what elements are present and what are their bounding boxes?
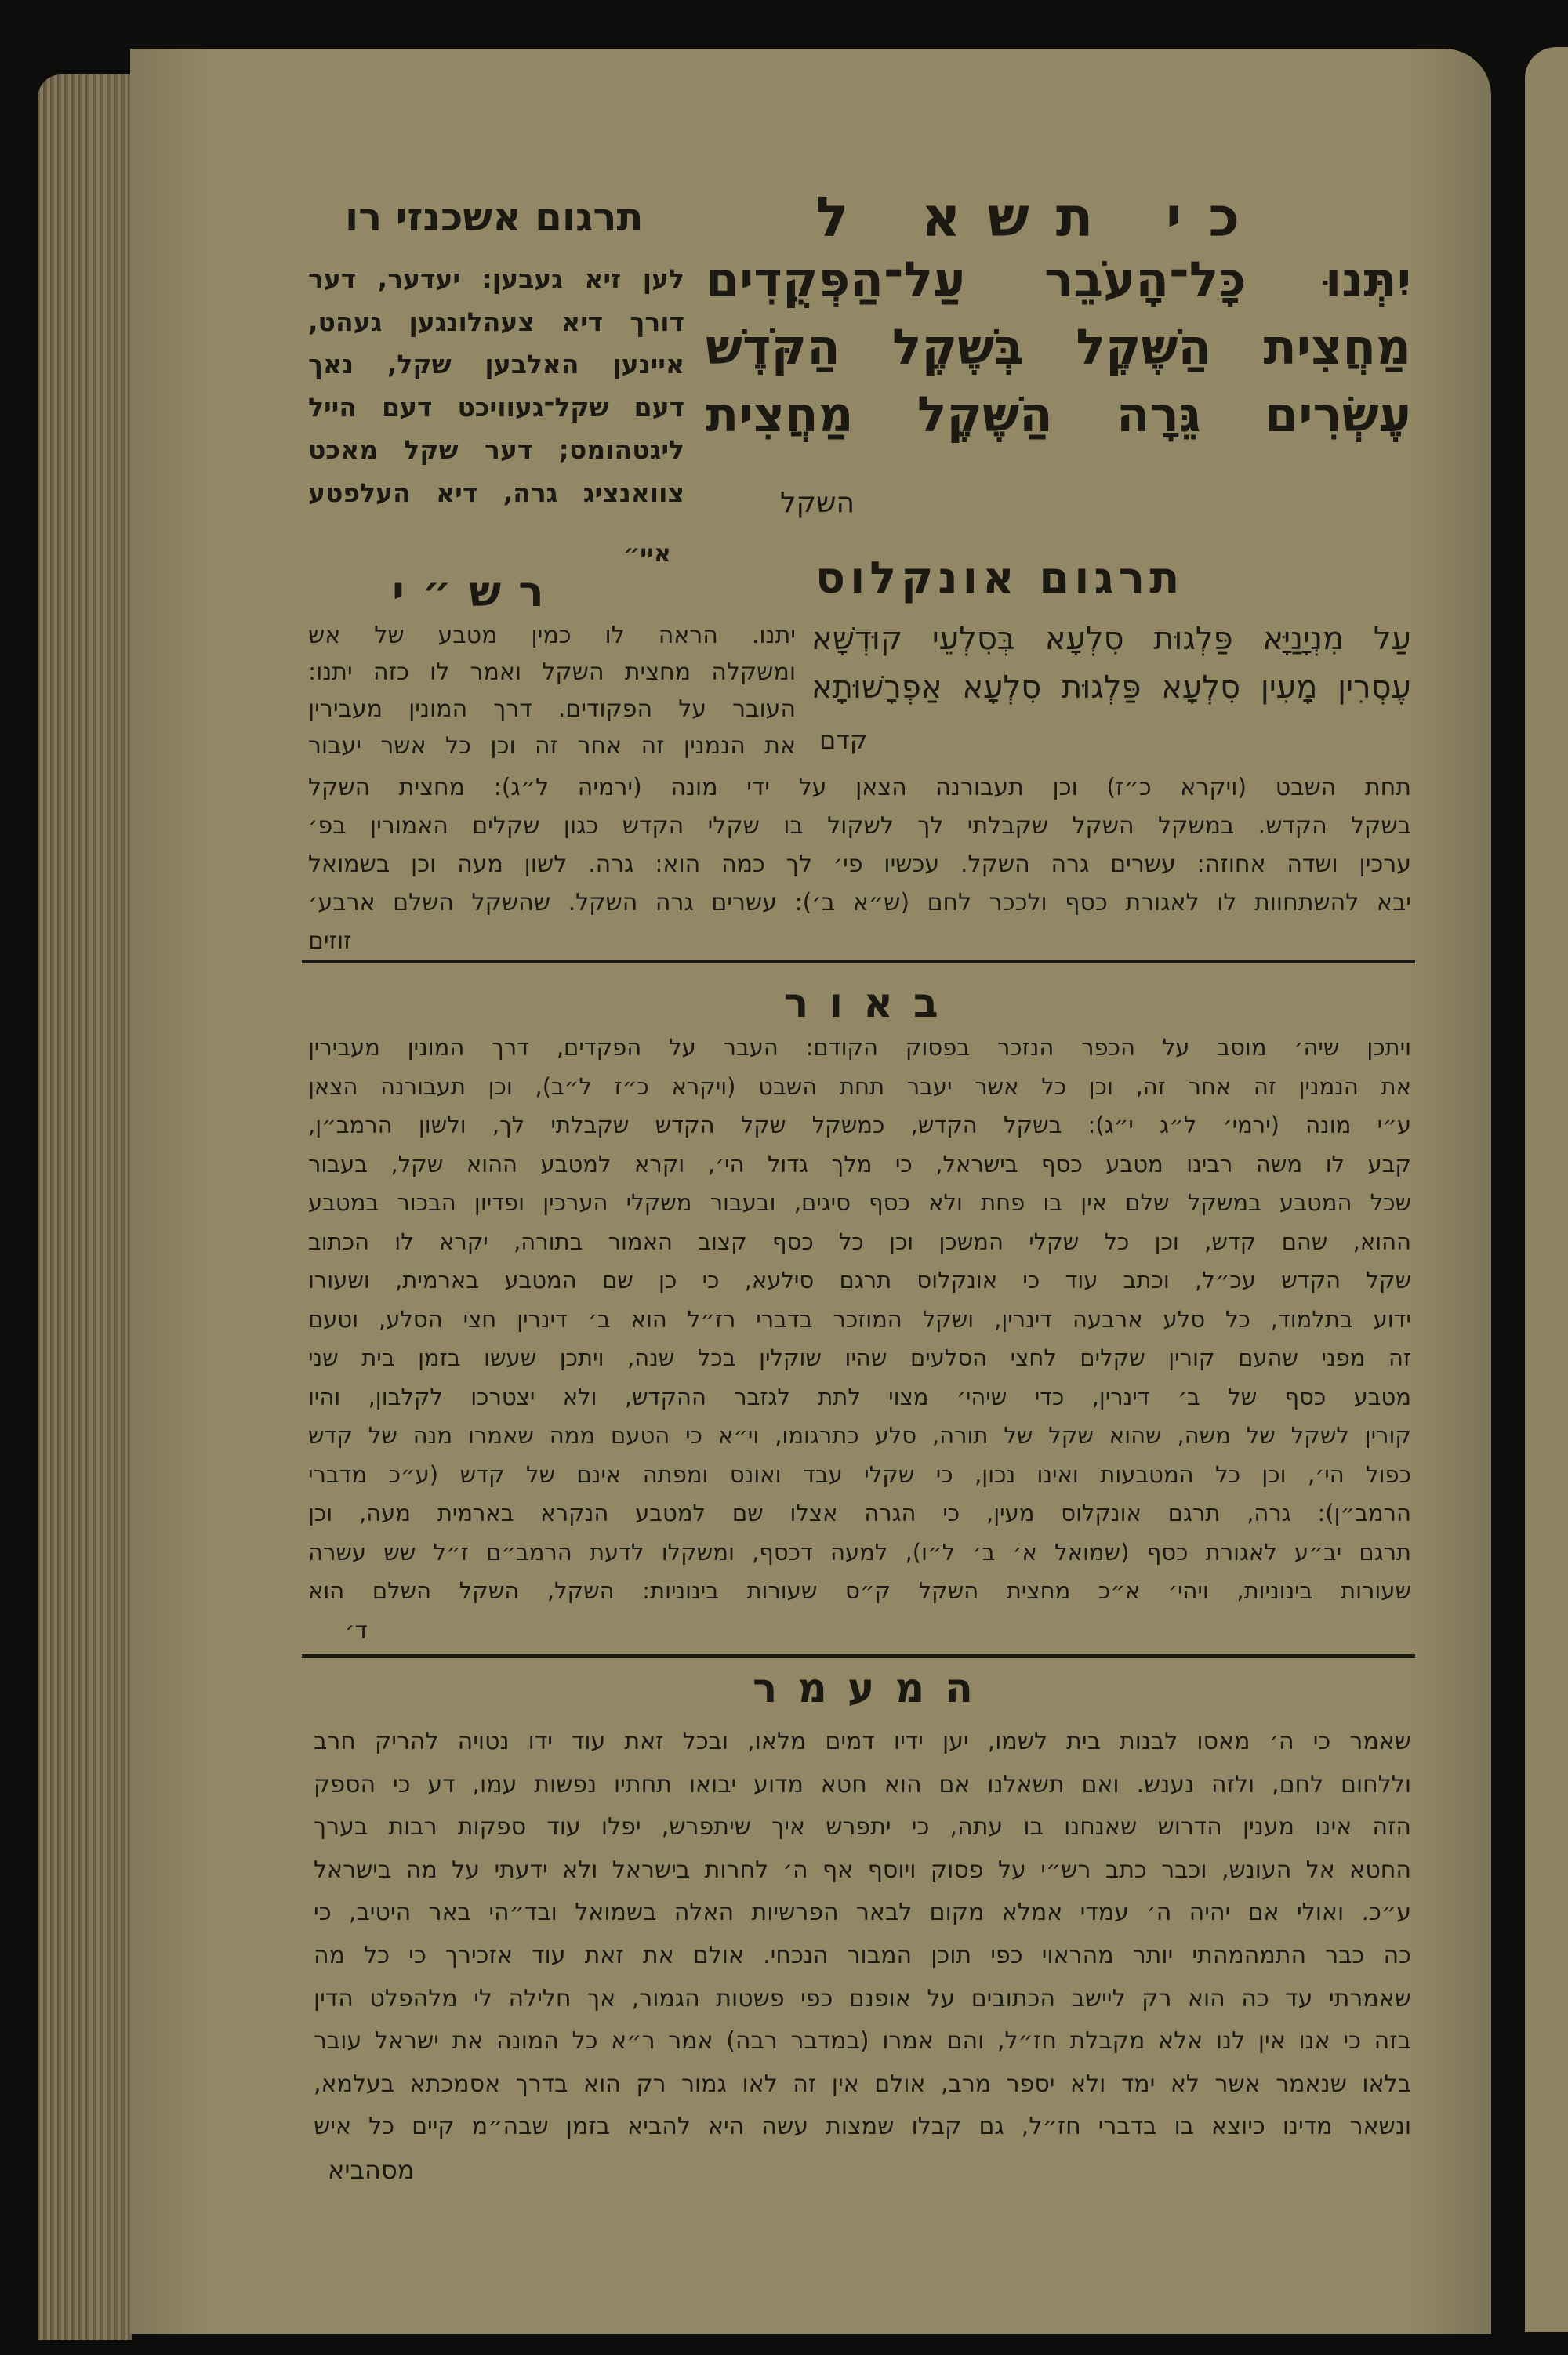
text-line: יבא להשתחוות לו לאגורת כסף ולככר לחם (ש״א ב׳): עשרים גרה השקל. שהשקל השלם ארבע׳ (308, 889, 1411, 916)
text-line: וללחום לחם, ולזה נענש. ואם תשאלנו אם הוא חטא מדוע יבואו תחתיו נפשות עמו, דע כי הספק (314, 1770, 1411, 1798)
onkelos-catchword: קדם (819, 725, 868, 755)
rashi-catchword: זוזים (308, 927, 352, 955)
text-line: את הנמנין זה אחר זה, וכן כל אשר יעבר תחת השבט (ויקרא כ״ז ל״ב), וכן תעבורנה הצאן (308, 1072, 1411, 1100)
text-line: ליגטהומס; דער שקל מאכט (308, 434, 684, 465)
hameassef-header: המעמר (753, 1665, 993, 1712)
divider-rule (302, 1654, 1415, 1658)
targum-ashkenazi-catchword: איי״ (623, 540, 671, 568)
text-line: דעם שקל־געוויכט דעם הייל (308, 391, 684, 423)
text-line: ומשקלה מחצית השקל ואמר לו כזה יתנו: (308, 659, 796, 686)
text-line: החטא אל העונש, וכבר כתב רש״י על פסוק ויוסף אף ה׳ לחרות בישראל ולא ידעתי על מה בישראל (314, 1856, 1411, 1884)
text-line: מטבע כסף של ב׳ דינרין, כדי שיהי׳ מצוי לתת לגזבר ההקדש, ולא יצטרכו לקלבון, והיו (308, 1383, 1411, 1410)
text-line: מַחֲצִית הַשֶּׁקֶל בְּשֶׁקֶל הַקֹּדֶשׁ (706, 318, 1411, 376)
text-line: ויתכן שיה׳ מוסב על הכפר הנזכר בפסוק הקודם: העבר על הפקדים, דרך המונין מעבירין (308, 1034, 1411, 1061)
text-line: שאמרתי עד כה הוא רק ליישב הכתובים על אופנם כפי פשטות הגמור, אך חלילה לי מלהפלט הדין (314, 1984, 1411, 2012)
text-line: כפול הי׳, וכן כל המטבעות ואינו נכון, כי שקלי עבד ואונס ומפתה אינם של קדש (ע״כ מדברי (308, 1461, 1411, 1488)
text-line: שכל המטבע במשקל שלם אין בו פחת ולא כסף סיגים, ובעבור משקלי הערכין ופדיון הבכור במטבע (308, 1189, 1411, 1216)
text-line: עַל מִנְיָנַיָּא פַּלְגוּת סִלְעָא בְּסִלְעֵי קוּדְשָׁא (811, 621, 1411, 657)
text-line: תחת השבט (ויקרא כ״ז) וכן תעבורנה הצאן על ידי מונה (ירמיה ל״ג): מחצית השקל (308, 774, 1411, 801)
text-line: העובר על הפקודים. דרך המונין מעבירין (308, 695, 796, 723)
text-line: יִתְּנוּ כָּל־הָעֹבֵר עַל־הַפְּקֻדִים (706, 251, 1411, 308)
text-line: ונשאר מדינו כיוצא בו בדברי חז״ל, גם קבלו שמצות עשה היא להביא בזמן שבה״מ קיים כל איש (314, 2113, 1411, 2141)
text-line: בזה כי אנו אין לנו אלא מקבלת חז״ל, והם אמרו (במדבר רבה) אמר ר״א כל המונה את ישראל עובר (314, 2027, 1411, 2056)
text-line: לען זיא געבען: יעדער, דער (308, 263, 684, 294)
text-line: בשקל הקדש. במשקל השקל שקבלתי לך לשקול בו שקלי הקדש כגון שקלים האמורין בפ׳ (308, 812, 1411, 840)
text-line: עֶשְׂרִים גֵּרָה הַשֶּׁקֶל מַחֲצִית (706, 386, 1411, 443)
text-line: תרגם יב״ע לאגורת כסף (שמואל א׳ ב׳ ל״ו), למעה דכסף, ומשקלו לדעת הרמב״ם ז״ל שש עשרה (308, 1538, 1411, 1566)
biur-header: באור (784, 980, 959, 1027)
biur-catchword: ד׳ (345, 1617, 368, 1645)
divider-rule (302, 960, 1415, 963)
facing-page-edge (1525, 47, 1568, 2332)
text-line: שאמר כי ה׳ מאסו לבנות בית לשמו, יען ידיו דמים מלאו, ובכל זאת עוד ידו נטויה להריק חרב (314, 1728, 1411, 1755)
text-line: זה מפני שהעם קורין שקלים לחצי הסלעים שהיו שוקלין בכל שנה, ויתכן שעשו בזמן בית שני (308, 1344, 1411, 1371)
rashi-header: רש״י (392, 567, 561, 616)
text-line: הזה אינו מענין הדרוש שאנחנו בו עתה, כי יתפרש איך שיתפרש, יפלו עוד ספקות רבות בערך (314, 1813, 1411, 1842)
onkelos-header: תרגום אונקלוס (815, 553, 1185, 604)
text-line: עֶסְרִין מָעִין סִלְעָא פַּלְגוּת סִלְעָא אַפְרָשׁוּתָא (811, 669, 1411, 706)
text-line: שקל הקדש עכ״ל, וכתב עוד כי אונקלוס תרגם סילעא, כי כן שם המטבע בארמית, ושעורו (308, 1267, 1411, 1294)
text-line: יתנו. הראה לו כמין מטבע של אש (308, 622, 796, 649)
text-line: בלאו שנאמר אשר לא ימד ולא יספר מרב, אולם אין זה לאו גמור רק הוא בדרך אסמכתא בעלמא, (314, 2070, 1411, 2098)
text-line: קורין לשקל של משה, שהוא שקל של תורה, סלע כתרגומו, וי״א כי הטעם ממה שאמרו מנה של קדש (308, 1422, 1411, 1449)
verse-catchword: השקל (780, 487, 855, 519)
text-line: צוואנציג גרה, דיא העלפטע (308, 477, 684, 508)
hameassef-catchword: מסהביא (328, 2155, 415, 2185)
text-line: ע״כ. ואולי אם יהיה ה׳ עמדי אמלא מקום לבאר הפרשיות האלה בשמואל ובד״הי באר היטיב, כי (314, 1899, 1411, 1927)
text-line: כה כבר התמהמהתי יותר מהראוי כפי תוכן המבור הנכחי. אולם את זאת עוד אזכירך כי כל מה (314, 1942, 1411, 1969)
text-line: קבע לו משה רבינו מטבע כסף בישראל, כי מלך גדול הי׳, וקרא למטבע ההוא שקל, בעבור (308, 1150, 1411, 1178)
text-line: איינען האלבען שקל, נאך (308, 349, 684, 379)
text-line: ע״י מונה (ירמי׳ ל״ג י״ג): בשקל הקדש, כמשקל שקל הקדש שקבלתי לך, ולשון הרמב״ן, (308, 1112, 1411, 1138)
text-line: ערכין ושדה אחוזה: עשרים גרה השקל. עכשיו פי׳ לך כמה הוא: גרה. לשון מעה וכן בשמואל (308, 851, 1411, 878)
page-edges (38, 74, 132, 2340)
text-line: דורך דיא צעהלונגען געהט, (308, 306, 684, 337)
text-line: הרמב״ן): גרה, תרגם אונקלוס מעין, כי הגרה אצלו שם למטבע הנקרא בארמית מעה, וכן (308, 1500, 1411, 1526)
text-line: שעורות בינוניות, ויהי׳ א״כ מחצית השקל ק״ס שעורות בינוניות: השקל, השקל השלם הוא (308, 1577, 1411, 1604)
text-line: ידוע בתלמוד, כל סלע ארבעה דינרין, ושקל המוזכר בדברי רז״ל הוא ב׳ דינרין חצי הסלע, וטעם (308, 1305, 1411, 1333)
text-line: את הנמנין זה אחר זה וכן כל אשר יעבור (308, 732, 796, 760)
parasha-running-head: כי תשא ל (815, 185, 1267, 249)
text-line: ההוא, שהם קדש, וכן כל שקלי המשכן וכן כל כסף קצוב האמור בתורה, יקרא לו הכתוב (308, 1228, 1411, 1255)
targum-ashkenazi-header: תרגום אשכנזי רו (345, 194, 644, 240)
